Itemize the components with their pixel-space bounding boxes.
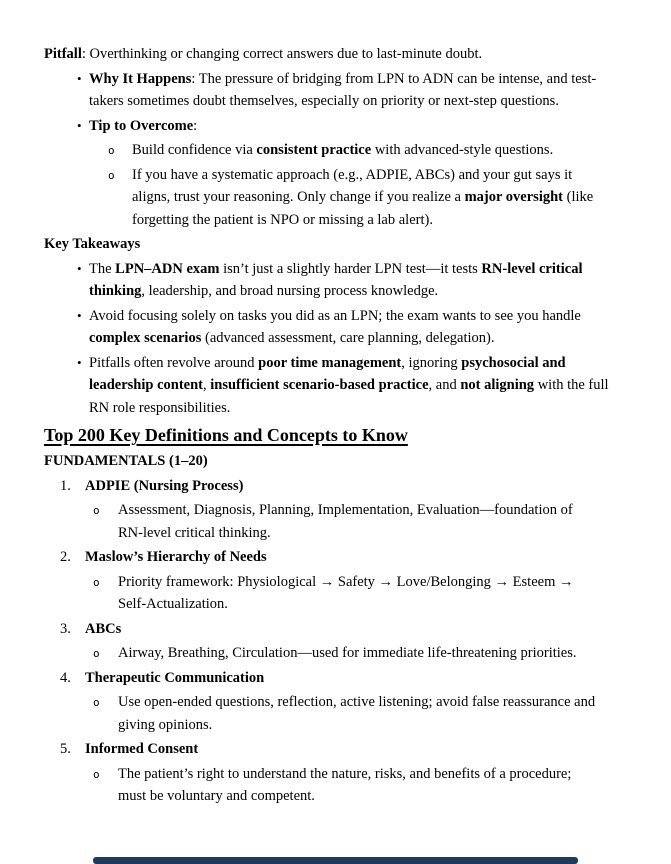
list-number-label: 1. xyxy=(60,477,71,494)
text-run: forgetting the patient is NPO or missing a lab alert). xyxy=(132,211,433,228)
section-heading-top-200 xyxy=(44,422,641,448)
text-run: Therapeutic Communication xyxy=(85,669,265,686)
bullet-item-why-it-happens xyxy=(44,68,641,113)
numbered-item-informed-consent xyxy=(44,738,641,761)
text-run: leadership content xyxy=(89,377,203,393)
text-run: , leadership, and broad nursing process knowledge. xyxy=(141,283,439,299)
text-run: Key Takeaways xyxy=(44,236,141,252)
text-run: insufficient scenario-based practice xyxy=(210,377,429,393)
text-run: Avoid focusing solely on tasks you did as an LPN; the exam wants to see you handle xyxy=(89,307,581,324)
text-run: RN role responsibilities. xyxy=(89,399,231,416)
pitfall-paragraph xyxy=(44,43,641,66)
text-run: Informed Consent xyxy=(85,741,199,757)
sub-bullet-marker-icon: o xyxy=(93,647,100,660)
text-run: Assessment, Diagnosis, Planning, Implementation, Evaluation—foundation of xyxy=(118,502,573,518)
text-run: , ignoring xyxy=(401,354,462,371)
bottom-accent-bar xyxy=(93,857,578,864)
text-run: Tip to Overcome xyxy=(89,117,194,134)
text-run: Build confidence via xyxy=(132,142,257,158)
text-run: poor time management xyxy=(258,354,402,371)
text-run: complex scenarios xyxy=(89,330,202,346)
numbered-item-therapeutic-communication xyxy=(44,667,641,690)
list-number-label: 2. xyxy=(60,549,71,565)
text-run: aligns, trust your reasoning. Only change if you realize a xyxy=(132,189,465,205)
sub-bullet-marker-icon: o xyxy=(93,575,100,589)
numbered-item-adpie xyxy=(44,475,641,498)
sub-bullet-marker-icon: o xyxy=(93,504,100,517)
text-run: Airway, Breathing, Circulation—used for immediate life-threatening priorities. xyxy=(118,645,577,661)
text-run: : Overthinking or changing correct answers due to last-minute doubt. xyxy=(81,46,483,62)
text-run: : xyxy=(193,117,198,134)
sub-bullet-systematic-approach xyxy=(44,164,641,232)
text-run: Priority framework: Physiological → Safety → Love/Belonging → Esteem → xyxy=(118,573,574,590)
text-run: ADPIE (Nursing Process) xyxy=(85,477,244,494)
list-number-label: 5. xyxy=(60,741,71,757)
bullet-item-pitfalls-revolve xyxy=(44,352,641,420)
text-run: (advanced assessment, care planning, delegation). xyxy=(201,330,495,346)
numbered-item-maslow xyxy=(44,546,641,569)
text-run: major oversight xyxy=(464,189,563,205)
text-run: The xyxy=(89,260,116,277)
text-run: , and xyxy=(428,377,461,393)
fundamentals-heading xyxy=(44,450,641,473)
bullet-item-lpn-adn-exam xyxy=(44,258,641,303)
text-run: Pitfall xyxy=(44,46,82,62)
bullet-marker-icon: • xyxy=(77,70,82,86)
text-run: takers sometimes doubt themselves, especially on priority or next-step questions. xyxy=(89,93,559,109)
numbered-item-abcs xyxy=(44,618,641,641)
text-run: , xyxy=(202,377,211,393)
text-run: isn’t just a slightly harder LPN test—it tests xyxy=(219,260,482,277)
bullet-item-tip-to-overcome xyxy=(44,115,641,138)
text-run: psychosocial and xyxy=(461,354,566,371)
text-run: must be voluntary and competent. xyxy=(118,788,315,804)
text-run: Self-Actualization. xyxy=(118,596,228,612)
sub-bullet-marker-icon: o xyxy=(108,168,115,182)
text-run: The patient’s right to understand the nature, risks, and benefits of a procedure; xyxy=(118,765,572,782)
text-run: Pitfalls often revolve around xyxy=(89,354,259,371)
sub-bullet-adpie-definition xyxy=(44,499,641,544)
bullet-marker-icon: • xyxy=(77,117,82,133)
text-run: with the full xyxy=(534,377,609,393)
text-run: consistent practice xyxy=(256,142,372,158)
sub-bullet-abcs-definition xyxy=(44,642,641,665)
bullet-marker-icon: • xyxy=(77,354,82,370)
bullet-item-avoid-focusing xyxy=(44,305,641,350)
sub-bullet-build-confidence xyxy=(44,139,641,162)
sub-bullet-marker-icon: o xyxy=(93,767,100,781)
text-run: Why It Happens xyxy=(89,70,192,87)
bullet-marker-icon: • xyxy=(77,260,82,276)
text-run: FUNDAMENTALS (1–20) xyxy=(44,453,208,469)
text-run: giving opinions. xyxy=(118,716,213,733)
text-run: ABCs xyxy=(85,620,122,637)
sub-bullet-marker-icon: o xyxy=(108,144,115,157)
list-number-label: 3. xyxy=(60,620,71,637)
text-run: not aligning xyxy=(460,377,535,393)
bullet-marker-icon: • xyxy=(77,307,82,323)
text-run: Top 200 Key Definitions and Concepts to Know xyxy=(44,425,408,445)
key-takeaways-heading xyxy=(44,233,641,256)
text-run: RN-level critical xyxy=(481,260,583,277)
sub-bullet-marker-icon: o xyxy=(93,696,100,709)
text-run: thinking xyxy=(89,283,142,299)
list-number-label: 4. xyxy=(60,669,71,686)
sub-bullet-therapeutic-definition xyxy=(44,691,641,736)
text-run: LPN–ADN exam xyxy=(115,260,220,277)
text-run: with advanced-style questions. xyxy=(371,142,554,158)
text-run: RN-level critical thinking. xyxy=(118,524,271,541)
text-run: Maslow’s Hierarchy of Needs xyxy=(85,549,267,565)
sub-bullet-maslow-definition xyxy=(44,571,641,616)
text-run: If you have a systematic approach (e.g., ADPIE, ABCs) and your gut says it xyxy=(132,166,573,183)
sub-bullet-informed-consent-definition xyxy=(44,763,641,808)
text-run: : The pressure of bridging from LPN to ADN can be intense, and test- xyxy=(191,70,597,87)
text-run: (like xyxy=(563,189,594,205)
text-run: Use open-ended questions, reflection, active listening; avoid false reassurance and xyxy=(118,694,596,710)
